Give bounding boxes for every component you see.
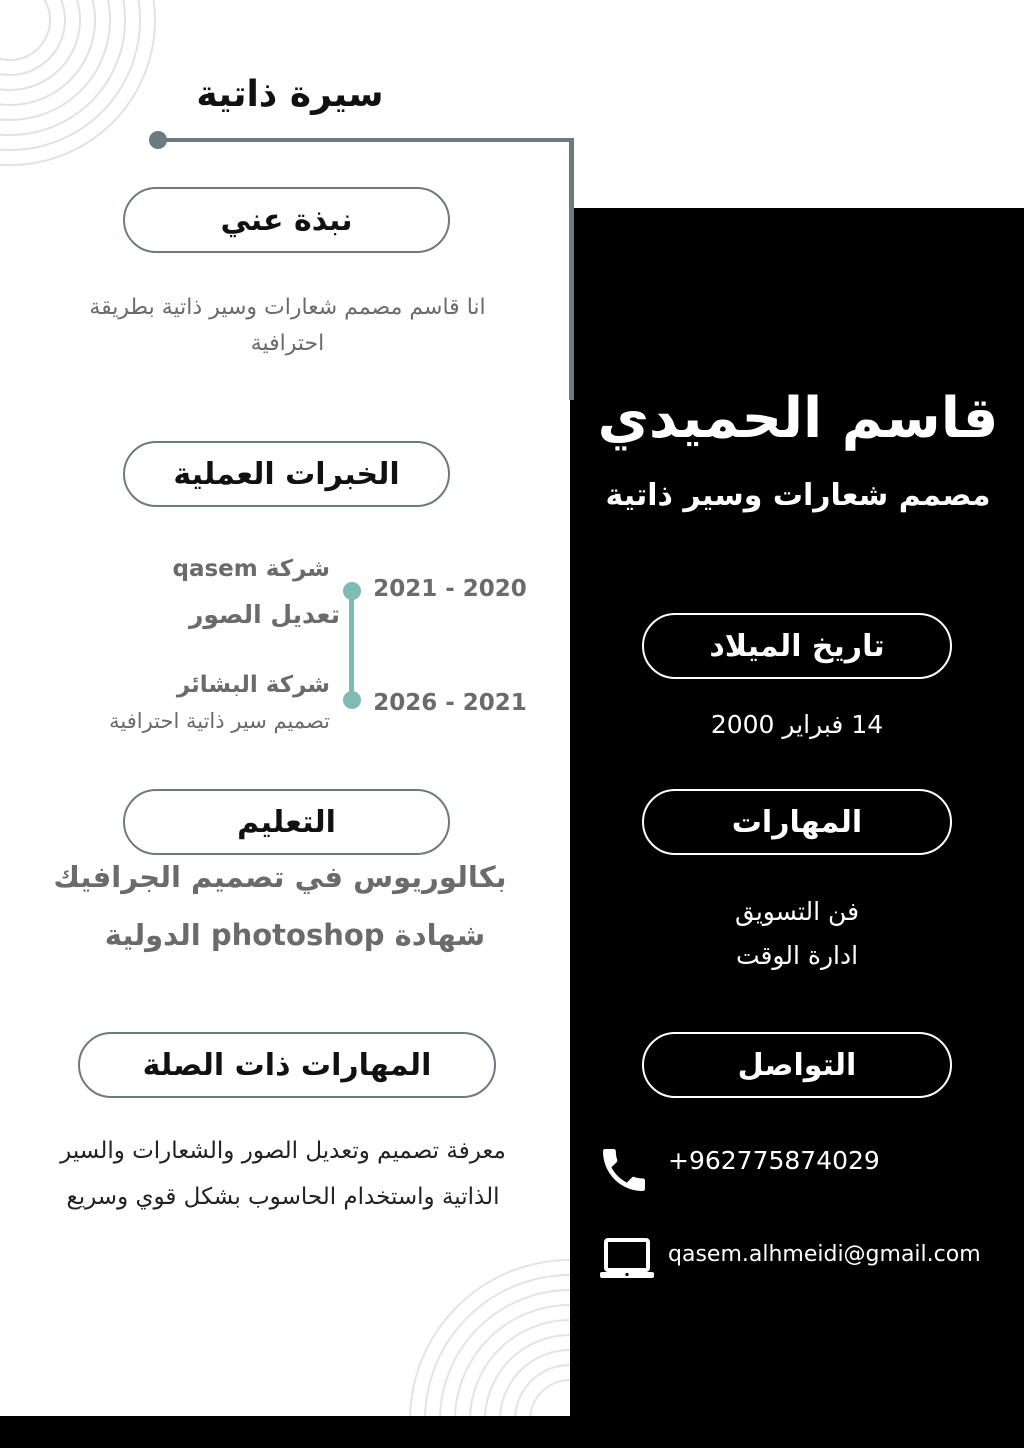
timeline-dot: [343, 691, 361, 709]
about-text-line: انا قاسم مصمم شعارات وسير ذاتية بطريقة: [89, 295, 486, 320]
experience-company: شركة qasem: [172, 556, 330, 582]
experience-period: 2021 - 2020: [373, 576, 527, 602]
skills-heading: المهارات: [642, 789, 952, 855]
birthdate-value: 14 فبراير 2000: [710, 710, 884, 739]
bottom-bar: [0, 1416, 570, 1448]
connector-line-vertical: [569, 138, 574, 400]
phone-icon: [596, 1142, 652, 1198]
about-text: [30, 290, 545, 362]
education-heading: التعليم: [123, 789, 450, 855]
contact-email[interactable]: qasem.alhmeidi@gmail.com: [668, 1242, 981, 1267]
laptop-icon: [598, 1236, 656, 1282]
experience-role: تعديل الصور: [188, 600, 340, 629]
profile-job-title: مصمم شعارات وسير ذاتية: [605, 478, 991, 513]
related-skills-line: معرفة تصميم وتعديل الصور والشعارات والسير: [60, 1138, 506, 1164]
decorative-circles-bottom: [400, 1255, 570, 1420]
contact-heading: التواصل: [642, 1032, 952, 1098]
connector-line: [158, 138, 574, 142]
skill-item: ادارة الوقت: [735, 941, 859, 970]
experience-company: شركة البشائر: [176, 672, 330, 698]
about-heading: نبذة عني: [123, 187, 450, 253]
contact-phone[interactable]: +962775874029: [668, 1146, 880, 1175]
page-title: سيرة ذاتية: [196, 74, 384, 115]
related-skills-heading: المهارات ذات الصلة: [78, 1032, 496, 1098]
skill-item: فن التسويق: [734, 897, 860, 926]
timeline-dot: [343, 582, 361, 600]
about-text-line: احترافية: [250, 331, 325, 356]
profile-name: قاسم الحميدي: [597, 386, 999, 451]
related-skills-text: [8, 1128, 558, 1220]
experience-period: 2026 - 2021: [373, 690, 527, 716]
skills-list: [642, 890, 952, 978]
education-certificate: شهادة photoshop الدولية: [104, 918, 486, 952]
decorative-circles-top: [0, 0, 160, 170]
timeline-line: [349, 590, 354, 702]
connector-dot: [149, 131, 167, 149]
birthdate-heading: تاريخ الميلاد: [642, 613, 952, 679]
education-degree: بكالوريوس في تصميم الجرافيك: [53, 860, 507, 894]
experience-role: تصميم سير ذاتية احترافية: [109, 709, 330, 733]
experience-heading: الخبرات العملية: [123, 441, 450, 507]
related-skills-line: الذاتية واستخدام الحاسوب بشكل قوي وسريع: [66, 1184, 500, 1210]
